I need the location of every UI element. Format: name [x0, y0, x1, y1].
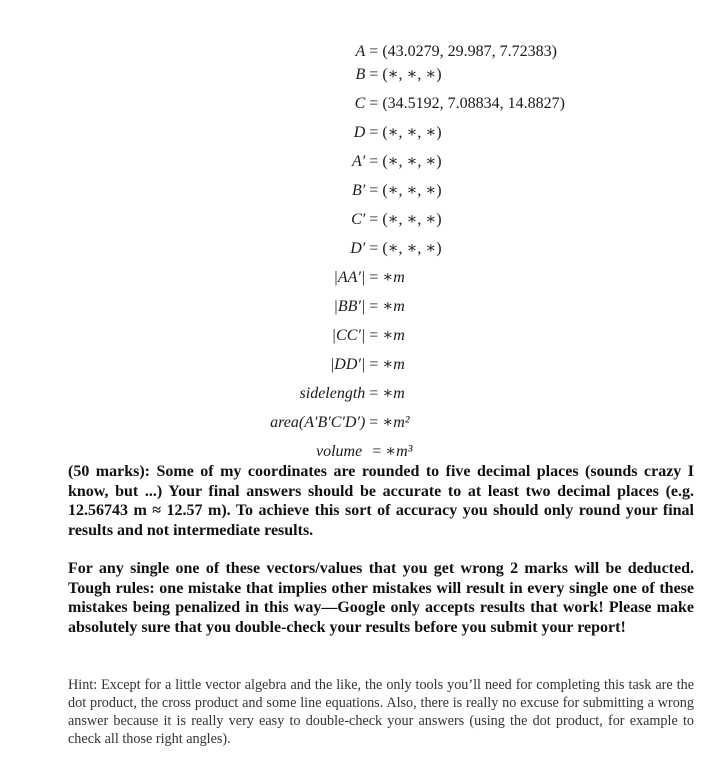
equation-rhs: ∗m [382, 327, 405, 344]
equation-row-sidelength: sidelength = ∗m [0, 384, 727, 413]
equation-rhs: (∗, ∗, ∗) [382, 124, 442, 141]
equation-lhs: |DD′| [329, 356, 366, 373]
equation-row-a: A = (43.0279, 29.987, 7.72383) [0, 42, 727, 65]
equation-lhs: B′ [352, 182, 366, 199]
equation-row-a-prime: A′ = (∗, ∗, ∗) [0, 152, 727, 181]
equation-lhs: sidelength [299, 385, 366, 402]
equation-lhs: D′ [350, 240, 366, 257]
marks-paragraph: (50 marks): Some of my coordinates are rounded to five decimal places (sounds crazy I know, but ...) Your final answers should be accurate to at least two decimal places (e.g. 12.56743 m ≈ 12.57 m). To achieve this sort of accuracy you should only round your final results and not intermediate results. [68, 463, 694, 539]
equation-row-area: area(A′B′C′D′) = ∗m² [0, 413, 727, 442]
equation-row-d-prime: D′ = (∗, ∗, ∗) [0, 239, 727, 268]
equation-row-aa-prime: |AA′| = ∗m [0, 268, 727, 297]
equation-rhs: ∗m³ [385, 443, 413, 460]
equation-lhs: A [355, 43, 366, 60]
equation-rhs: ∗m [382, 298, 405, 315]
equation-lhs: |CC′| [331, 327, 366, 344]
equation-lhs: |BB′| [333, 298, 366, 315]
equation-row-d: D = (∗, ∗, ∗) [0, 123, 727, 152]
equation-rhs: (∗, ∗, ∗) [382, 153, 442, 170]
equation-rhs: (∗, ∗, ∗) [382, 182, 442, 199]
equation-row-c: C = (34.5192, 7.08834, 14.8827) [0, 94, 727, 123]
equation-row-volume: volume = ∗m³ [0, 442, 727, 471]
equation-row-b-prime: B′ = (∗, ∗, ∗) [0, 181, 727, 210]
equation-rhs: (∗, ∗, ∗) [382, 211, 442, 228]
equation-rhs: ∗m [382, 356, 405, 373]
equation-row-cc-prime: |CC′| = ∗m [0, 326, 727, 355]
equation-row-bb-prime: |BB′| = ∗m [0, 297, 727, 326]
equation-lhs: area(A′B′C′D′) [270, 414, 366, 431]
equation-rhs: ∗m [382, 269, 405, 286]
equation-row-dd-prime: |DD′| = ∗m [0, 355, 727, 384]
equation-lhs: A′ [352, 153, 366, 170]
equation-lhs: D [353, 124, 366, 141]
equation-rhs: (34.5192, 7.08834, 14.8827) [382, 95, 565, 112]
equation-list [0, 42, 727, 471]
equation-rhs: (∗, ∗, ∗) [382, 240, 442, 257]
hint-paragraph: Hint: Except for a little vector algebra and the like, the only tools you’ll need for completing this task are the dot product, the cross product and some line equations. Also, there is really no excuse for submitting a wrong answer because it is really very easy to double-check your answers (using the dot product, for example to check all those right angles). [68, 677, 694, 747]
equation-lhs: B [355, 66, 366, 83]
equation-lhs: volume [316, 443, 363, 460]
equation-row-b: B = (∗, ∗, ∗) [0, 65, 727, 94]
rules-paragraph: For any single one of these vectors/values that you get wrong 2 marks will be deducted. Tough rules: one mistake that implies other mistakes will result in every single one of these mistakes being penalized in this way—Google only accepts results that work! Please make absolutely sure that you double-check your results before you submit your report! [68, 560, 694, 636]
equation-row-c-prime: C′ = (∗, ∗, ∗) [0, 210, 727, 239]
equation-rhs: ∗m² [382, 414, 410, 431]
equation-lhs: C′ [351, 211, 366, 228]
equation-rhs: (43.0279, 29.987, 7.72383) [382, 43, 557, 60]
equation-lhs: C [354, 95, 366, 112]
equation-rhs: (∗, ∗, ∗) [382, 66, 442, 83]
equation-lhs: |AA′| [333, 269, 366, 286]
equation-rhs: ∗m [382, 385, 405, 402]
